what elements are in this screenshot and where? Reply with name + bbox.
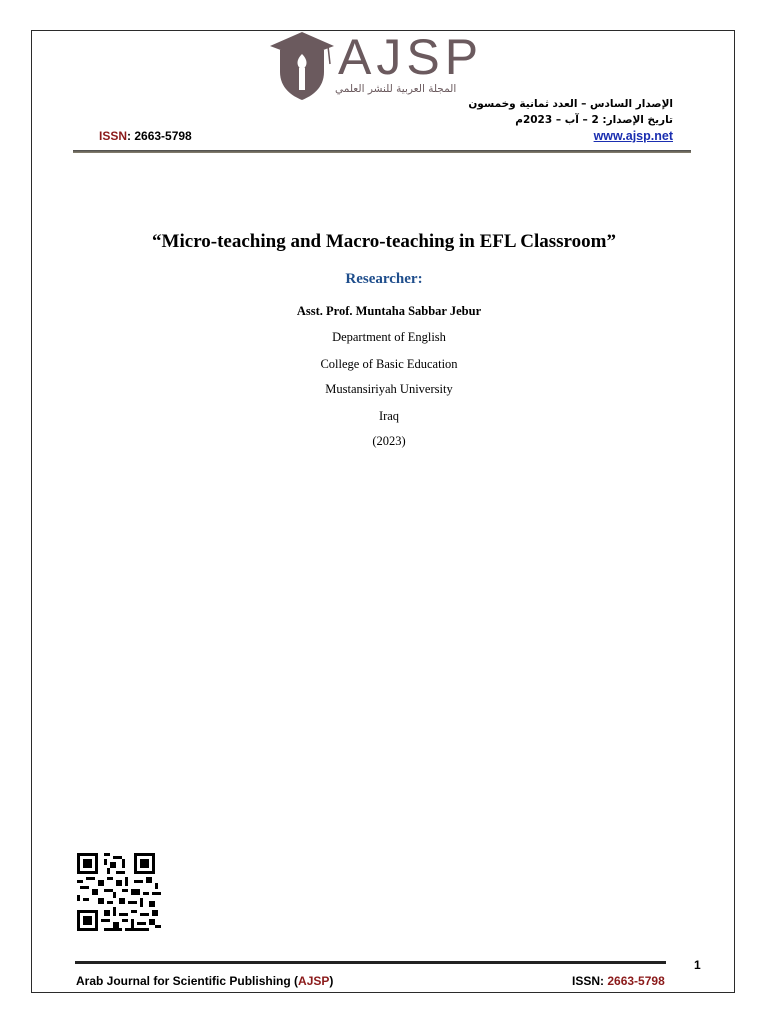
footer-issn-sep: : <box>600 974 608 988</box>
footer-divider <box>75 961 666 964</box>
journal-close: ) <box>329 974 334 988</box>
issn-value: : 2663-5798 <box>127 129 192 143</box>
page-border <box>31 30 735 993</box>
author-name: Asst. Prof. Muntaha Sabbar Jebur <box>296 304 482 318</box>
journal-abbr: AJSP <box>298 974 330 988</box>
article-title: “Micro-teaching and Macro-teaching in EFL Classroom” <box>152 231 616 252</box>
page-number: 1 <box>694 958 701 972</box>
issue-info: الإصدار السادس – العدد ثمانية وخمسون <box>468 98 673 110</box>
author-college: College of Basic Education <box>320 357 458 371</box>
publication-year: (2023) <box>372 434 406 448</box>
header-issn <box>99 129 192 143</box>
footer-issn-label: ISSN <box>572 974 601 988</box>
author-country: Iraq <box>378 409 400 423</box>
footer-journal-name <box>76 974 333 988</box>
header-divider <box>73 150 691 153</box>
author-university: Mustansiriyah University <box>325 382 453 396</box>
website-link[interactable]: www.ajsp.net <box>593 129 673 143</box>
footer-issn <box>572 974 665 988</box>
footer-issn-value: 2663-5798 <box>607 974 665 988</box>
author-department: Department of English <box>332 330 446 344</box>
issn-label: ISSN <box>99 129 128 143</box>
issue-date: تاريخ الإصدار: 2 – آب – 2023م <box>515 114 673 126</box>
logo-wordmark: AJSP <box>338 29 484 85</box>
qr-code-icon <box>77 853 161 931</box>
logo-subtitle: المجلة العربية للنشر العلمي <box>335 83 457 95</box>
journal-name: Arab Journal for Scientific Publishing ( <box>76 974 299 988</box>
researcher-heading: Researcher: <box>345 271 423 287</box>
